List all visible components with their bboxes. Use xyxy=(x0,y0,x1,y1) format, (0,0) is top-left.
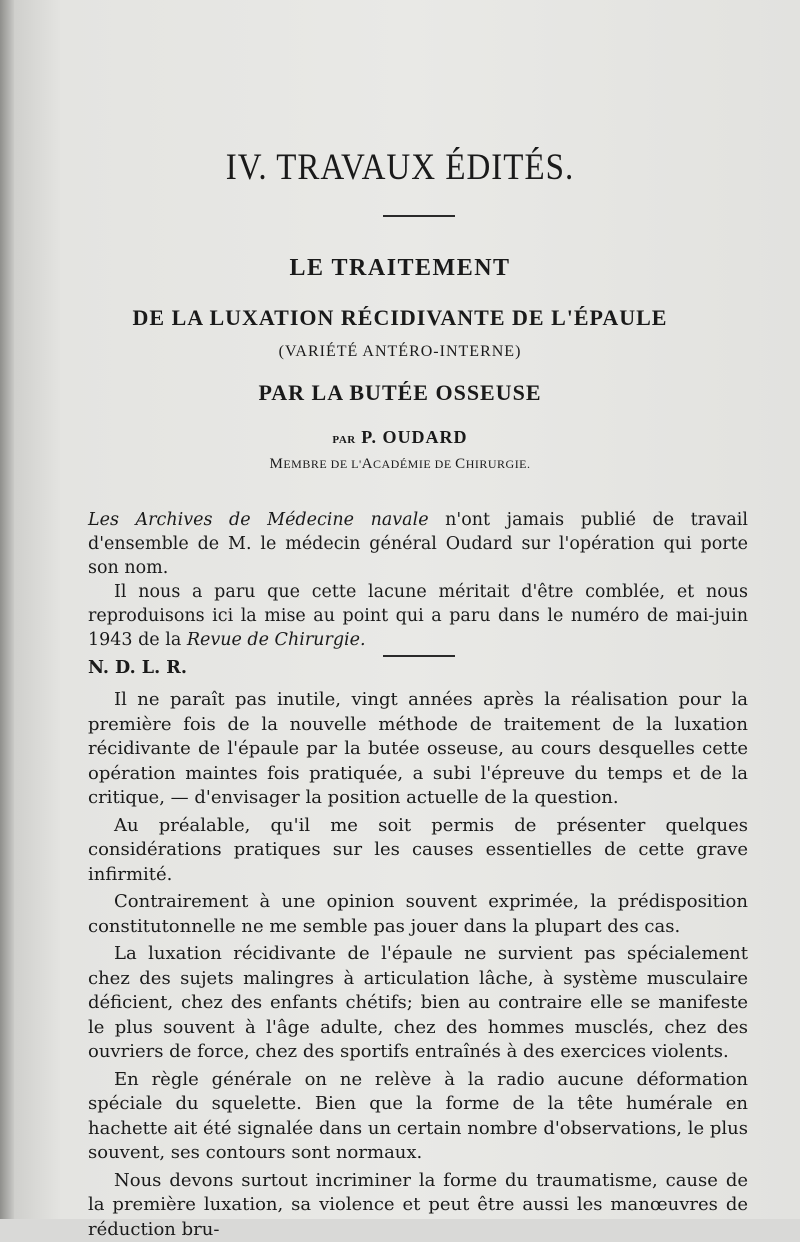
body-paragraph: Contrairement à une opinion souvent exprimée, la prédisposition constitutonnelle ne me semble pas jouer dans la plupart des cas. xyxy=(88,890,748,939)
title-rule xyxy=(383,215,455,217)
body-paragraph: La luxation récidivante de l'épaule ne survient pas spécialement chez des sujets malingres à articulation lâche, à système musculaire déficient, chez des enfants chétifs; bien au contraire elle se manifeste le plus souvent à l'âge adulte, chez des hommes musclés, chez des ouvriers de force, chez des sportifs entraînés à des exercices violents. xyxy=(88,942,748,1065)
note-rule xyxy=(383,655,455,657)
author-name: P. OUDARD xyxy=(361,427,467,447)
body-paragraph: En règle générale on ne relève à la radio aucune déformation spéciale du squelette. Bien que la forme de la tête humérale en hachette ait été signalée dans un certain nombre d'observations, le plus souvent, ses contours sont normaux. xyxy=(88,1068,748,1166)
byline-prefix: PAR xyxy=(332,434,355,446)
article-title-line-3: (VARIÉTÉ ANTÉRO-INTERNE) xyxy=(0,343,800,361)
body-paragraph: Nous devons surtout incriminer la forme du traumatisme, cause de la première luxation, sa violence et peut être aussi les manœuvres de réduction bru- xyxy=(88,1169,748,1242)
article-body xyxy=(88,688,748,1242)
article-title-line-1: LE TRAITEMENT xyxy=(0,255,800,282)
byline xyxy=(0,427,800,448)
editor-note-paragraph-1: Les Archives de Médecine navale n'ont jamais publié de travail d'ensemble de M. le médecin général Oudard sur l'opération qui porte son nom. xyxy=(88,508,748,580)
author-affiliation: MEMBRE DE L'ACADÉMIE DE CHIRURGIE. xyxy=(0,456,800,473)
section-title: IV. TRAVAUX ÉDITÉS. xyxy=(0,148,800,189)
body-paragraph: Au préalable, qu'il me soit permis de présenter quelques considérations pratiques sur les causes essentielles de cette grave infirmité. xyxy=(88,814,748,888)
editor-note-signature: N. D. L. R. xyxy=(88,656,748,680)
article-title-line-2: DE LA LUXATION RÉCIDIVANTE DE L'ÉPAULE xyxy=(0,305,800,331)
editor-note-paragraph-2: Il nous a paru que cette lacune méritait d'être comblée, et nous reproduisons ici la mise au point qui a paru dans le numéro de mai-juin 1943 de la Revue de Chirurgie. xyxy=(88,580,748,652)
body-paragraph: Il ne paraît pas inutile, vingt années après la réalisation pour la première fois de la nouvelle méthode de traitement de la luxation récidivante de l'épaule par la butée osseuse, au cours desquelles cette opération maintes fois pratiquée, a subi l'épreuve du temps et de la critique, — d'envisager la position actuelle de la question. xyxy=(88,688,748,811)
article-title-line-4: PAR LA BUTÉE OSSEUSE xyxy=(0,380,800,406)
